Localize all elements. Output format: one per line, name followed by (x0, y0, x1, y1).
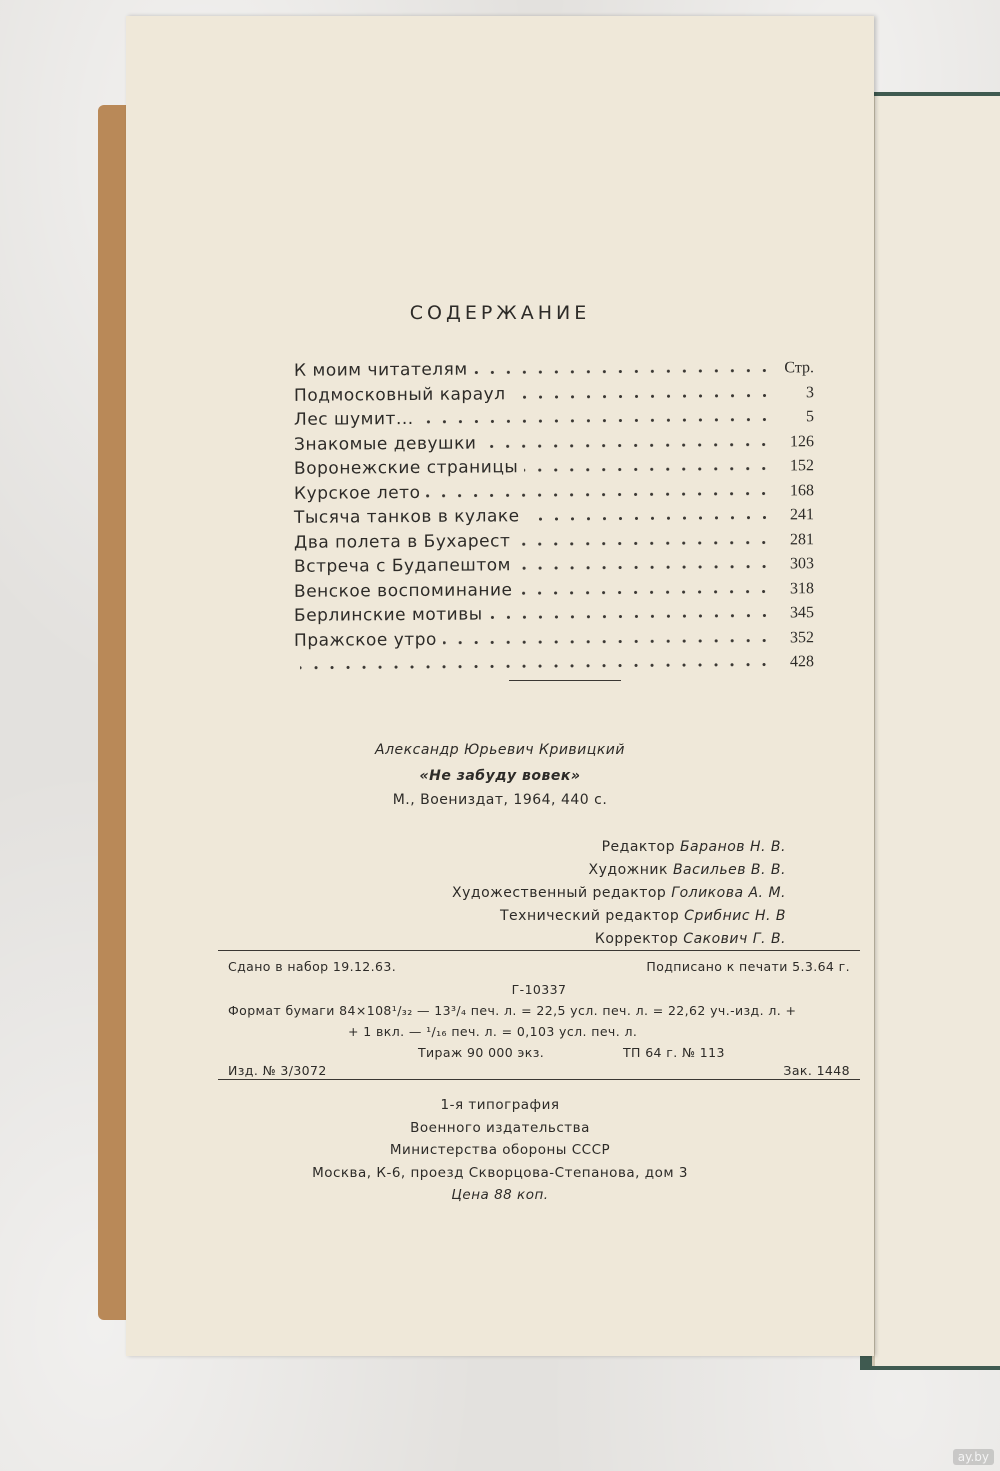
submitted-date: Сдано в набор 19.12.63. (228, 959, 397, 974)
right-page (872, 96, 1000, 1366)
toc-item-page: 318 (789, 579, 815, 597)
toc-title: СОДЕРЖАНИЕ (409, 302, 591, 324)
toc-item-label: Подмосковный караул (293, 383, 506, 405)
credit-line (286, 836, 786, 859)
toc-leader-dots (518, 587, 772, 595)
toc-item (294, 450, 814, 478)
credit-name: Васильев В. В. (672, 862, 786, 878)
imprint-code: Г-10337 (511, 982, 567, 997)
credit-name: Срибнис Н. В (684, 908, 786, 924)
toc-item (294, 622, 814, 650)
toc-item-label: Тысяча танков в кулаке (293, 505, 520, 528)
credit-name: Сакович Г. В. (683, 931, 786, 947)
toc-item (294, 377, 814, 405)
toc-leader-dots (474, 367, 772, 375)
toc-item-page: 352 (789, 628, 815, 646)
printer-info (126, 1094, 874, 1207)
toc-item (294, 499, 814, 527)
credit-role: Корректор (594, 931, 679, 947)
toc-list (294, 354, 814, 673)
toc-item-page: 345 (789, 603, 815, 621)
toc-item-page: 5 (805, 407, 815, 425)
printer-line: Военного издательства (410, 1119, 590, 1136)
edition-number: Изд. № 3/3072 (228, 1063, 327, 1078)
print-run: Тираж 90 000 экз. (418, 1045, 545, 1060)
toc-item (294, 352, 814, 380)
toc-leader-dots (526, 514, 772, 522)
toc-leader-dots (524, 465, 772, 473)
credit-role: Редактор (601, 839, 675, 855)
printer-address: Москва, К-6, проезд Скворцова-Степанова, дом 3 (312, 1164, 688, 1181)
toc-leader-dots (512, 391, 773, 399)
toc-item-label: Берлинские мотивы (293, 603, 483, 626)
toc-item-page: 126 (789, 432, 815, 450)
toc-leader-dots (517, 563, 772, 571)
tp-number: ТП 64 г. № 113 (623, 1045, 725, 1060)
signed-date: Подписано к печати 5.3.64 г. (646, 959, 850, 974)
paper-format-cont: + 1 вкл. — ¹/₁₆ печ. л. = 0,103 усл. печ. л. (348, 1024, 638, 1039)
credit-line (286, 882, 786, 905)
toc-item-label: Знакомые девушки (293, 432, 477, 454)
toc-item (294, 646, 814, 674)
toc-item (294, 475, 814, 503)
toc-item (294, 597, 814, 625)
toc-item-label: К моим читателям (293, 359, 468, 381)
printer-line: Министерства обороны СССР (389, 1142, 611, 1158)
paper-format: Формат бумаги 84×108¹/₃₂ — 13³/₄ печ. л. = 22,5 усл. печ. л. = 22,62 уч.-изд. л. + (228, 1003, 797, 1018)
toc-item-label: Лес шумит... (293, 408, 414, 430)
toc-item-label: Два полета в Бухарест (293, 530, 511, 552)
toc-item-page: 168 (789, 481, 815, 499)
credit-line (286, 859, 786, 882)
toc-leader-dots (489, 612, 772, 620)
toc-item (294, 573, 814, 601)
toc-leader-dots (443, 636, 772, 644)
credit-name: Голикова А. М. (671, 885, 786, 901)
toc-item-page: 281 (789, 530, 815, 548)
book-page (126, 16, 874, 1356)
toc-leader-dots (300, 661, 772, 670)
order-number: Зак. 1448 (783, 1063, 850, 1078)
toc-item-page: 3 (805, 383, 815, 401)
author-name: Александр Юрьевич Кривицкий (375, 742, 625, 758)
imprint-box (218, 950, 860, 1080)
toc-item-label: Пражское утро (293, 628, 437, 650)
credit-role: Художественный редактор (452, 885, 667, 901)
publication-info: М., Воениздат, 1964, 440 с. (392, 792, 608, 808)
toc-item (294, 426, 814, 454)
credit-name: Баранов Н. В. (679, 839, 786, 855)
watermark: ay.by (953, 1449, 994, 1465)
credit-line (286, 905, 786, 928)
credit-line (286, 928, 786, 951)
toc-item-label: Курское лето (293, 481, 421, 503)
toc-item (294, 524, 814, 552)
printer-line: 1-я типография (440, 1097, 560, 1113)
credit-role: Художник (588, 862, 668, 878)
toc-leader-dots (482, 440, 772, 448)
credits (286, 836, 786, 951)
toc-item-page: 241 (789, 505, 815, 523)
toc-item-label: Венское воспоминание (293, 579, 513, 601)
toc-item-page: Стр. (784, 358, 815, 376)
credit-role: Технический редактор (500, 908, 680, 924)
toc-item-page: 152 (789, 456, 815, 474)
toc-item (294, 548, 814, 576)
toc-leader-dots (426, 489, 772, 497)
toc-item-page: 428 (789, 652, 815, 670)
toc-leader-dots (420, 416, 772, 424)
price: Цена 88 коп. (451, 1187, 549, 1203)
divider (509, 680, 621, 681)
toc-item-page: 303 (789, 554, 815, 572)
toc-leader-dots (516, 538, 772, 546)
toc-item (294, 401, 814, 429)
toc-item-label: Встреча с Будапештом (293, 554, 512, 577)
toc-item-label: Воронежские страницы (293, 456, 519, 479)
book-title: «Не забуду вовек» (419, 768, 581, 784)
